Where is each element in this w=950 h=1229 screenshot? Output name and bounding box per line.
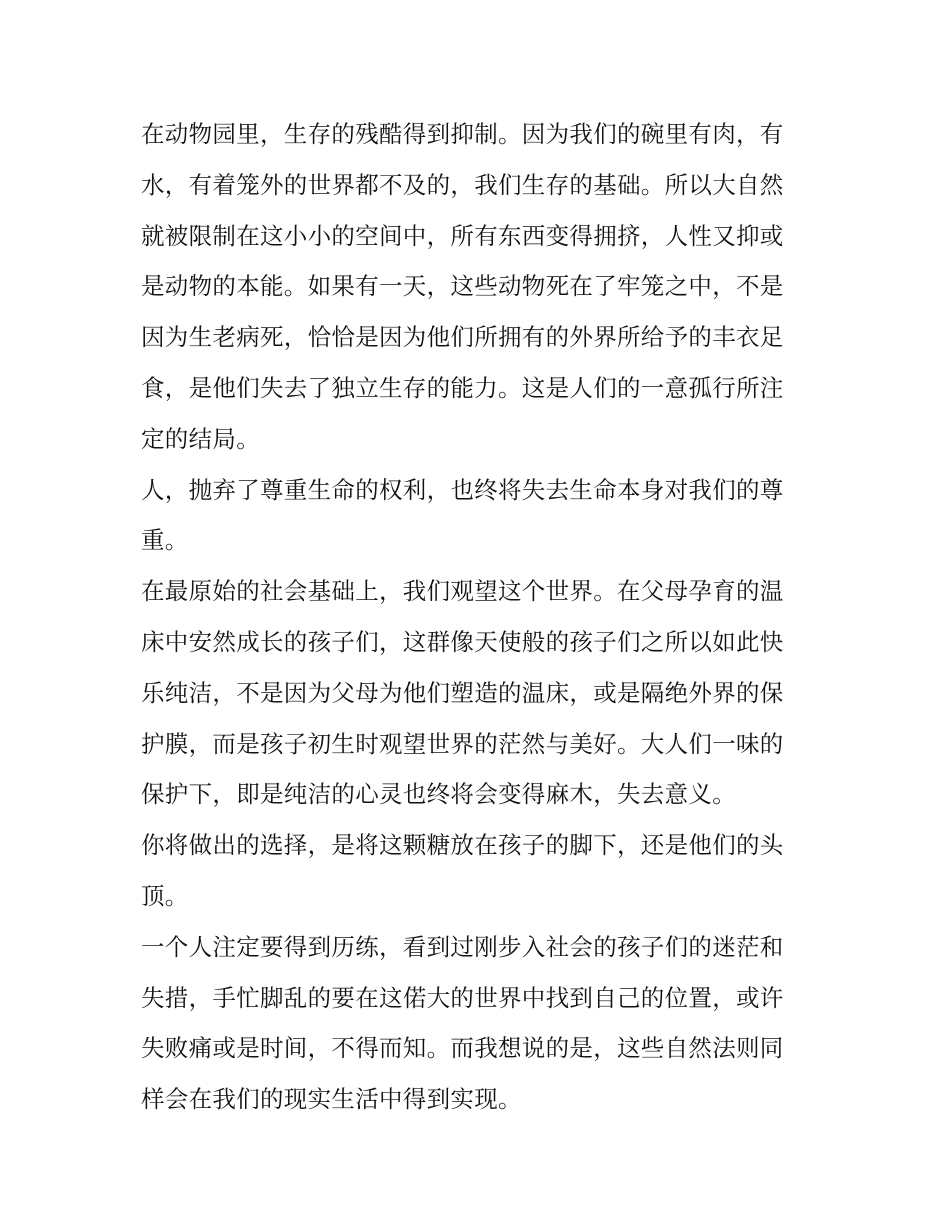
text-line: 人，抛弃了尊重生命的权利，也终将失去生命本身对我们的尊 bbox=[141, 475, 784, 504]
text-line: 重。 bbox=[141, 526, 189, 555]
text-line: 你将做出的选择，是将这颗糖放在孩子的脚下，还是他们的头 bbox=[141, 831, 784, 860]
text-line: 一个人注定要得到历练，看到过刚步入社会的孩子们的迷茫和 bbox=[141, 932, 784, 961]
text-line: 定的结局。 bbox=[141, 424, 260, 453]
text-line: 在动物园里，生存的残酷得到抑制。因为我们的碗里有肉，有 bbox=[141, 120, 784, 148]
text-line: 就被限制在这小小的空间中，所有东西变得拥挤，人性又抑或 bbox=[141, 221, 784, 250]
text-line: 失措，手忙脚乱的要在这偌大的世界中找到自己的位置，或许 bbox=[141, 983, 784, 1012]
text-line: 食，是他们失去了独立生存的能力。这是人们的一意孤行所注 bbox=[141, 373, 784, 402]
text-line: 样会在我们的现实生活中得到实现。 bbox=[141, 1085, 522, 1114]
text-line: 因为生老病死，恰恰是因为他们所拥有的外界所给予的丰衣足 bbox=[141, 323, 784, 352]
text-line: 顶。 bbox=[141, 881, 189, 910]
text-line: 床中安然成长的孩子们，这群像天使般的孩子们之所以如此快 bbox=[141, 627, 784, 656]
text-line: 是动物的本能。如果有一天，这些动物死在了牢笼之中，不是 bbox=[141, 272, 784, 301]
text-line: 在最原始的社会基础上，我们观望这个世界。在父母孕育的温 bbox=[141, 577, 784, 606]
text-line: 保护下，即是纯洁的心灵也终将会变得麻木，失去意义。 bbox=[141, 780, 736, 809]
text-line: 护膜，而是孩子初生时观望世界的茫然与美好。大人们一味的 bbox=[141, 729, 784, 758]
text-line: 乐纯洁，不是因为父母为他们塑造的温床，或是隔绝外界的保 bbox=[141, 678, 784, 707]
text-line: 失败痛或是时间，不得而知。而我想说的是，这些自然法则同 bbox=[141, 1034, 784, 1063]
text-line: 水，有着笼外的世界都不及的，我们生存的基础。所以大自然 bbox=[141, 170, 784, 199]
body-text bbox=[141, 109, 813, 1125]
